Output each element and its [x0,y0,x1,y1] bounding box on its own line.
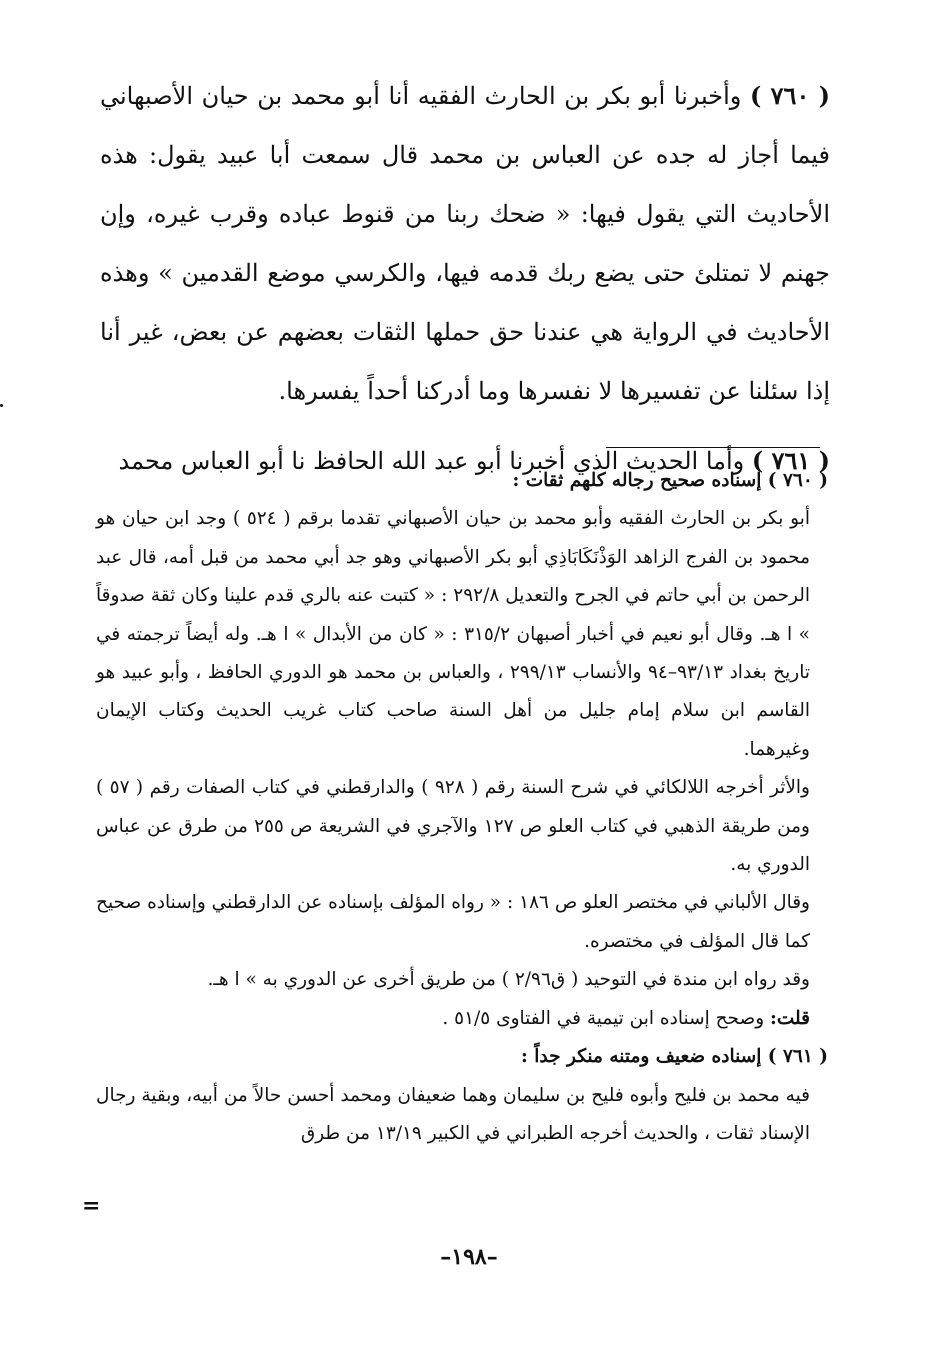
footnote-separator [606,447,820,448]
footnote-760-paragraph-5 [96,1000,828,1038]
footnotes [96,462,828,1153]
page-number: –١٩٨– [440,1244,498,1270]
footnote-760-label: قلت: [770,1007,810,1029]
footnote-760-paragraph-4: وقد رواه ابن مندة في التوحيد ( ق٢/٩٦ ) من طريق أخرى عن الدوري به » ا هـ. [207,969,810,991]
paragraph-760-text: وأخبرنا أبو بكر بن الحارث الفقيه أنا أبو محمد بن حيان الأصبهاني فيما أجاز له جده عن العباس بن محمد قال سمعت أبا عبيد يقول: هذه الأحاديث التي يقول فيها: « ضحك ربنا من قنوط عباده وقرب غيره، وإن جهنم لا تمتلئ حتى يضع ربك قدمه فيها، والكرسي موضع القدمين » وهذه الأحاديث في الرواية هي عندنا حق حملها الثقات بعضهم عن بعض، غير أنا إذا سئلنا عن تفسيرها لا نفسرها وما أدركنا أحداً يفسرها. [100,82,830,405]
continuation-mark: = [82,1193,101,1219]
footnote-760-paragraph-5-text: وصحح إسناده ابن تيمية في الفتاوى ٥١/٥ . [442,1007,765,1029]
footnote-761-heading: ( ٧٦١ ) إسناده ضعيف ومتنه منكر جداً : [521,1046,828,1068]
paragraph-761-text: وأما الحديث الذي أخبرنا أبو عبد الله الحافظ نا أبو العباس محمد [118,447,745,475]
footnote-761-paragraph-1: فيه محمد بن فليح وأبوه فليح بن سليمان وهما ضعيفان ومحمد أحسن حالاً من أبيه، وبقية رجال الإسناد ثقات ، والحديث أخرجه الطبراني في الكبير ١٣/١٩ من طرق [96,1084,810,1144]
paragraph-760 [100,66,830,421]
margin-dot [0,404,3,407]
footnote-760-paragraph-3: وقال الألباني في مختصر العلو ص ١٨٦ : « رواه المؤلف بإسناده عن الدارقطني وإسناده صحيح كما قال المؤلف في مختصره. [96,892,810,952]
footnote-760-heading: ( ٧٦٠ ) إسناده صحيح رجاله كلهم ثقات : [512,470,828,491]
hadith-number-760: ( ٧٦٠ ) [749,81,830,110]
footnote-760-paragraph-1: أبو بكر بن الحارث الفقيه وأبو محمد بن حيان الأصبهاني تقدما برقم ( ٥٢٤ ) وجد ابن حيان هو محمود بن الفرج الزاهد الوَذْنَكَابَاذِي أبو بكر الأصبهاني وهو جد أبي محمد من قبل أمه، قال عبد الرحمن بن أبي حاتم في الجرح والتعديل ٢٩٢/٨ : « كتبت عنه بالري قدم علينا وكان ثقة صدوقاً » ا هـ. وقال أبو نعيم في أخبار أصبهان ٣١٥/٢ : « كان من الأبدال » ا هـ. وله أيضاً ترجمته في تاريخ بغداد ٩٣/١٣–٩٤ والأنساب ٢٩٩/١٣ ، والعباس بن محمد هو الدوري الحافظ ، وأبو عبيد هو القاسم ابن سلام إمام جليل من أهل السنة صاحب كتاب غريب الحديث وكتاب الإيمان وغيرهما. [96,508,810,760]
footnote-760-paragraph-2: والأثر أخرجه اللالكائي في شرح السنة رقم ( ٩٢٨ ) والدارقطني في كتاب الصفات رقم ( ٥٧ ) ومن طريقة الذهبي في كتاب العلو ص ١٢٧ والآجري في الشريعة ص ٢٥٥ من طرق عن عباس الدوري به. [96,777,810,876]
hadith-number-761: ( ٧٦١ ) [751,446,830,475]
main-text [100,66,830,491]
